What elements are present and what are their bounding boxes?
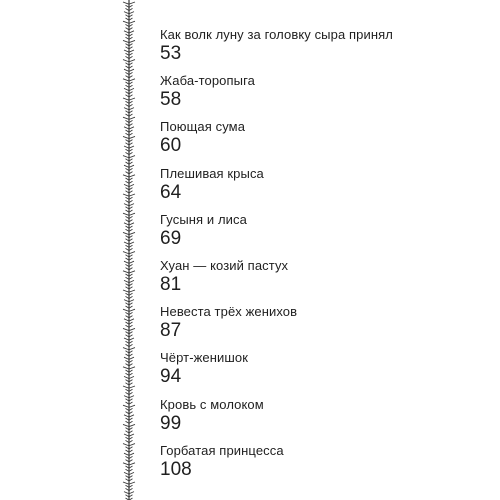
toc-entry-page-number: 87 [160, 320, 182, 342]
toc-entry-page-number: 58 [160, 89, 182, 111]
toc-entry-title: Горбатая принцесса [160, 442, 284, 458]
toc-entry[interactable] [160, 304, 490, 350]
page-margin [0, 0, 118, 500]
toc-entry-title: Кровь с молоком [160, 396, 264, 412]
toc-entry[interactable] [160, 443, 490, 489]
ornamental-border-icon [121, 0, 137, 500]
toc-entry-page-number: 64 [160, 181, 182, 203]
toc-entry[interactable] [160, 397, 490, 443]
toc-entry-title: Чёрт-женишок [160, 350, 249, 366]
toc-entry-title: Хуан — козий пастух [160, 257, 289, 273]
toc-entry[interactable] [160, 212, 490, 258]
toc-entry-page-number: 94 [160, 366, 182, 388]
toc-entry[interactable] [160, 350, 490, 396]
toc-entry-page-number: 69 [160, 227, 182, 249]
toc-entry-title: Плешивая крыса [160, 165, 264, 181]
toc-entry-title: Невеста трёх женихов [160, 304, 298, 320]
toc-entry[interactable] [160, 166, 490, 212]
toc-entry-page-number: 99 [160, 412, 182, 434]
table-of-contents [160, 27, 490, 489]
toc-entry[interactable] [160, 258, 490, 304]
toc-entry[interactable] [160, 27, 490, 73]
toc-entry-title: Жаба-торопыга [160, 73, 255, 89]
toc-entry-title: Как волк луну за головку сыра принял [160, 27, 393, 42]
toc-entry-page-number: 53 [160, 43, 182, 64]
toc-entry-page-number: 60 [160, 135, 182, 157]
toc-entry[interactable] [160, 73, 490, 119]
toc-entry[interactable] [160, 119, 490, 165]
toc-entry-page-number: 81 [160, 273, 182, 295]
toc-entry-page-number: 108 [160, 458, 192, 480]
toc-entry-title: Гусыня и лиса [160, 211, 247, 227]
toc-entry-title: Поющая сума [160, 119, 246, 135]
